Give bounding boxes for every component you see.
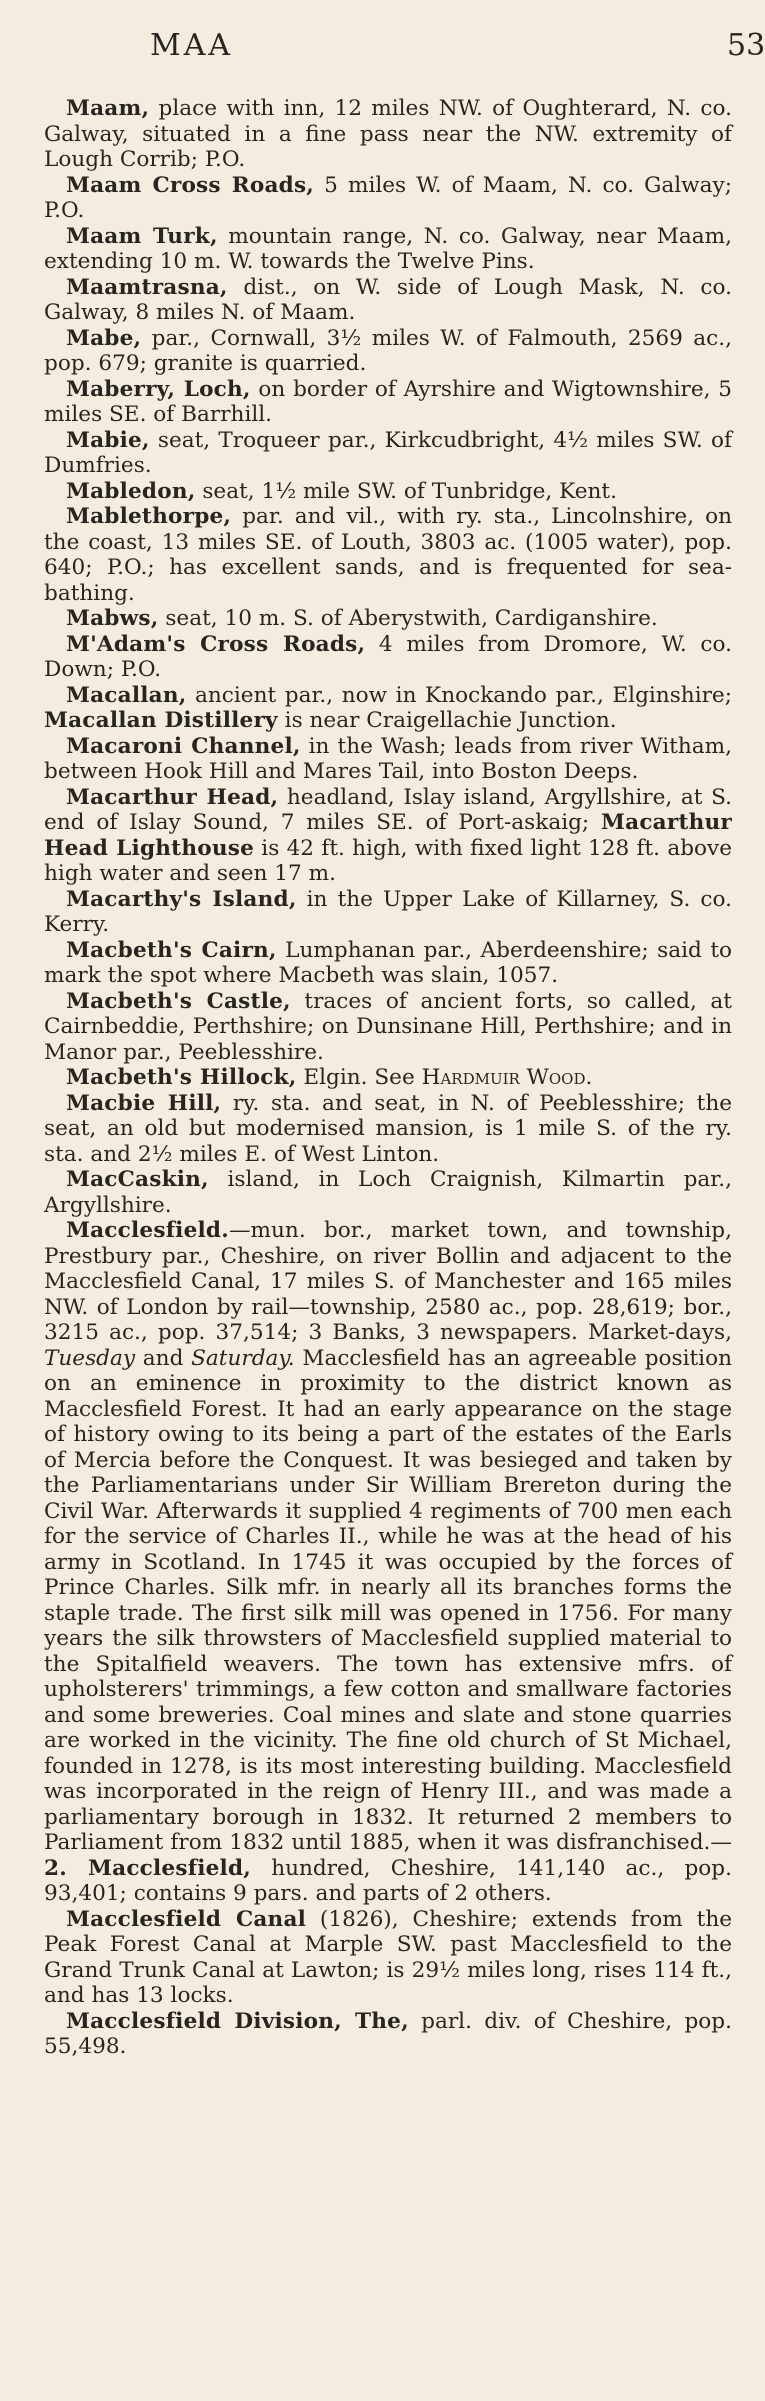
gazetteer-entry [44,1167,732,1218]
entry-headword: Mabe, [66,325,142,351]
entry-headword: Macarthur Head, [66,784,279,810]
entry-text: seat, 1½ mile SW. of Tunbridge, Kent. [195,478,617,504]
entry-text: par. and vil., with ry. sta., Lincolnshire, on the coast, 13 miles SE. of Louth, 3803 ac. (1005 water), pop. 640; P.O.; has excellent sands, and is frequented for sea-bathing. [44,504,732,606]
entry-italic-text: Saturday. [191,1345,295,1371]
entry-text: traces of ancient forts, so called, at Cairnbeddie, Perthshire; on Dunsinane Hill, Perthshire; and in Manor par., Peeblesshire. [44,988,732,1065]
entry-text: ry. sta. and seat, in N. of Peeblesshire; the seat, an old but modernised mansion, is 1 mile S. of the ry. sta. and 2½ miles E. of West Linton. [44,1090,733,1167]
entry-cross-reference: Hardmuir Wood. [421,1065,593,1090]
gazetteer-entry [44,1091,732,1168]
gazetteer-entry [44,785,732,887]
entry-text: mountain range, N. co. Galway, near Maam, extending 10 m. W. towards the Twelve Pins. [44,223,732,274]
entry-headword: Maam Cross Roads, [66,172,315,198]
gazetteer-entry [44,224,732,275]
entry-text: hundred, Cheshire, 141,140 ac., pop. 93,401; contains 9 pars. and parts of 2 others. [44,1855,732,1906]
entry-headword: Macallan, [66,682,187,708]
gazetteer-entry [44,606,732,632]
entry-text: ancient par., now in Knockando par., Elginshire; [186,682,732,708]
entry-headword: Maam Turk, [66,223,218,249]
entry-headword: 2. Macclesfield, [44,1855,251,1881]
entry-text: parl. div. of Cheshire, pop. 55,498. [44,2008,732,2059]
entry-headword: Maberry, Loch, [66,376,251,402]
gazetteer-entry [44,96,732,173]
entry-text: dist., on W. side of Lough Mask, N. co. Galway, 8 miles N. of Maam. [44,274,732,325]
gazetteer-entry [44,683,732,734]
gazetteer-entry [44,1218,732,1907]
gazetteer-entry [44,377,732,428]
entry-text: seat, Troqueer par., Kirkcudbright, 4½ miles SW. of Dumfries. [44,427,732,478]
entry-text: and [135,1345,192,1371]
gazetteer-entry [44,173,732,224]
entry-text: Macclesfield has an agreeable position on an eminence in proximity to the district known as Macclesfield Forest. It had an early appearance on the stage of history owing to its being a part of the estates of the Earls of Mercia before the Conquest. It was besieged and taken by the Parliamentarians under Sir William Brereton during the Civil War. Afterwards it supplied 4 regiments of 700 men each for the service of Charles II., while he was at the head of his army in Scotland. In 1745 it was occupied by the forces of Prince Charles. Silk mfr. in nearly all its branches forms the staple trade. The first silk mill was opened in 1756. For many years the silk throwsters of Macclesfield supplied material to the Spitalfield weavers. The town has extensive mfrs. of upholsterers' trimmings, a few cotton and smallware factories and some breweries. Coal mines and slate and stone quarries are worked in the vicinity. The fine old church of St Michael, founded in 1278, is its most interesting building. Macclesfield was incorporated in the reign of Henry III., and was made a parliamentary borough in 1832. It returned 2 members to Parliament from 1832 until 1885, when it was disfranchised.— [44,1345,732,1855]
gazetteer-entry [44,734,732,785]
gazetteer-entry [44,1907,732,2009]
entry-text: Lumphanan par., Aberdeenshire; said to mark the spot where Macbeth was slain, 1057. [44,937,732,988]
entry-headword: Macbeth's Hillock, [66,1065,297,1090]
entry-text: seat, 10 m. S. of Aberystwith, Cardiganshire. [158,606,658,631]
entry-text: Elgin. See [296,1065,422,1090]
entry-text: (1826), Cheshire; extends from the Peak Forest Canal at Marple SW. past Macclesfield to the Grand Trunk Canal at Lawton; is 29½ miles long, rises 114 ft., and has 13 locks. [44,1906,733,2008]
entry-headword: Macarthy's Island, [66,886,297,912]
entry-italic-text: Tuesday [44,1345,136,1371]
entry-text: on border of Ayrshire and Wigtownshire, 5 miles SE. of Barrhill. [44,376,732,427]
page-number: 53 [727,28,765,63]
entry-headword: Macclesfield Division, The, [66,2008,409,2034]
gazetteer-entry [44,479,732,505]
entry-headword: M'Adam's Cross Roads, [66,631,366,657]
entry-headword: Macaroni Channel, [66,733,301,759]
entry-text: island, in Loch Craignish, Kilmartin par., Argyllshire. [44,1167,732,1218]
entry-headword: Macbeth's Castle, [66,988,291,1014]
entry-text: is near Craigellachie Junction. [277,708,617,733]
gazetteer-entry [44,504,732,606]
entry-headword: Maam, [66,96,150,121]
entries-column [44,96,732,2060]
entry-headword: Macbeth's Cairn, [66,937,277,963]
gazetteer-entry [44,275,732,326]
entry-text: headland, Islay island, Argyllshire, at S. end of Islay Sound, 7 miles SE. of Port-askaig; [44,784,732,835]
gazetteer-entry [44,989,732,1066]
entry-headword: Macbie Hill, [66,1090,222,1116]
gazetteer-entry [44,632,732,683]
entry-text: place with inn, 12 miles NW. of Oughterard, N. co. Galway, situated in a fine pass near the NW. extremity of Lough Corrib; P.O. [44,96,732,172]
entry-text: in the Wash; leads from river Witham, between Hook Hill and Mares Tail, into Boston Deeps. [44,733,732,784]
gazetteer-entry [44,1065,732,1091]
gazetteer-entry [44,2009,732,2060]
entry-headword: MacCaskin, [66,1167,209,1192]
entry-headword: Macclesfield. [66,1218,229,1243]
entry-text: 5 miles W. of Maam, N. co. Galway; P.O. [44,172,732,223]
entry-text: 4 miles from Dromore, W. co. Down; P.O. [44,631,732,682]
entry-headword: Mabws, [66,606,159,631]
gazetteer-entry [44,326,732,377]
entry-headword: Maamtrasna, [66,274,228,300]
gazetteer-entry [44,938,732,989]
entry-text: par., Cornwall, 3½ miles W. of Falmouth, 2569 ac., pop. 679; granite is quarried. [44,325,732,376]
entry-text: —mun. bor., market town, and township, Prestbury par., Cheshire, on river Bollin and adjacent to the Macclesfield Canal, 17 miles S. of Manchester and 165 miles NW. of London by rail—township, 2580 ac., pop. 28,619; bor., 3215 ac., pop. 37,514; 3 Banks, 3 newspapers. Market-days, [44,1218,732,1345]
entry-headword: Macallan Distillery [44,708,278,733]
entry-text: is 42 ft. high, with fixed light 128 ft. above high water and seen 17 m. [44,835,733,886]
entry-headword: Mablethorpe, [66,504,232,529]
entry-headword: Macclesfield Canal [66,1906,307,1932]
entry-headword: Macarthur Head Lighthouse [44,810,732,861]
gazetteer-entry [44,428,732,479]
entry-text: in the Upper Lake of Killarney, S. co. Kerry. [44,886,733,937]
entry-headword: Mabledon, [66,478,196,504]
entry-headword: Mabie, [66,427,150,453]
gazetteer-entry [44,887,732,938]
running-head: MAA [150,28,234,63]
